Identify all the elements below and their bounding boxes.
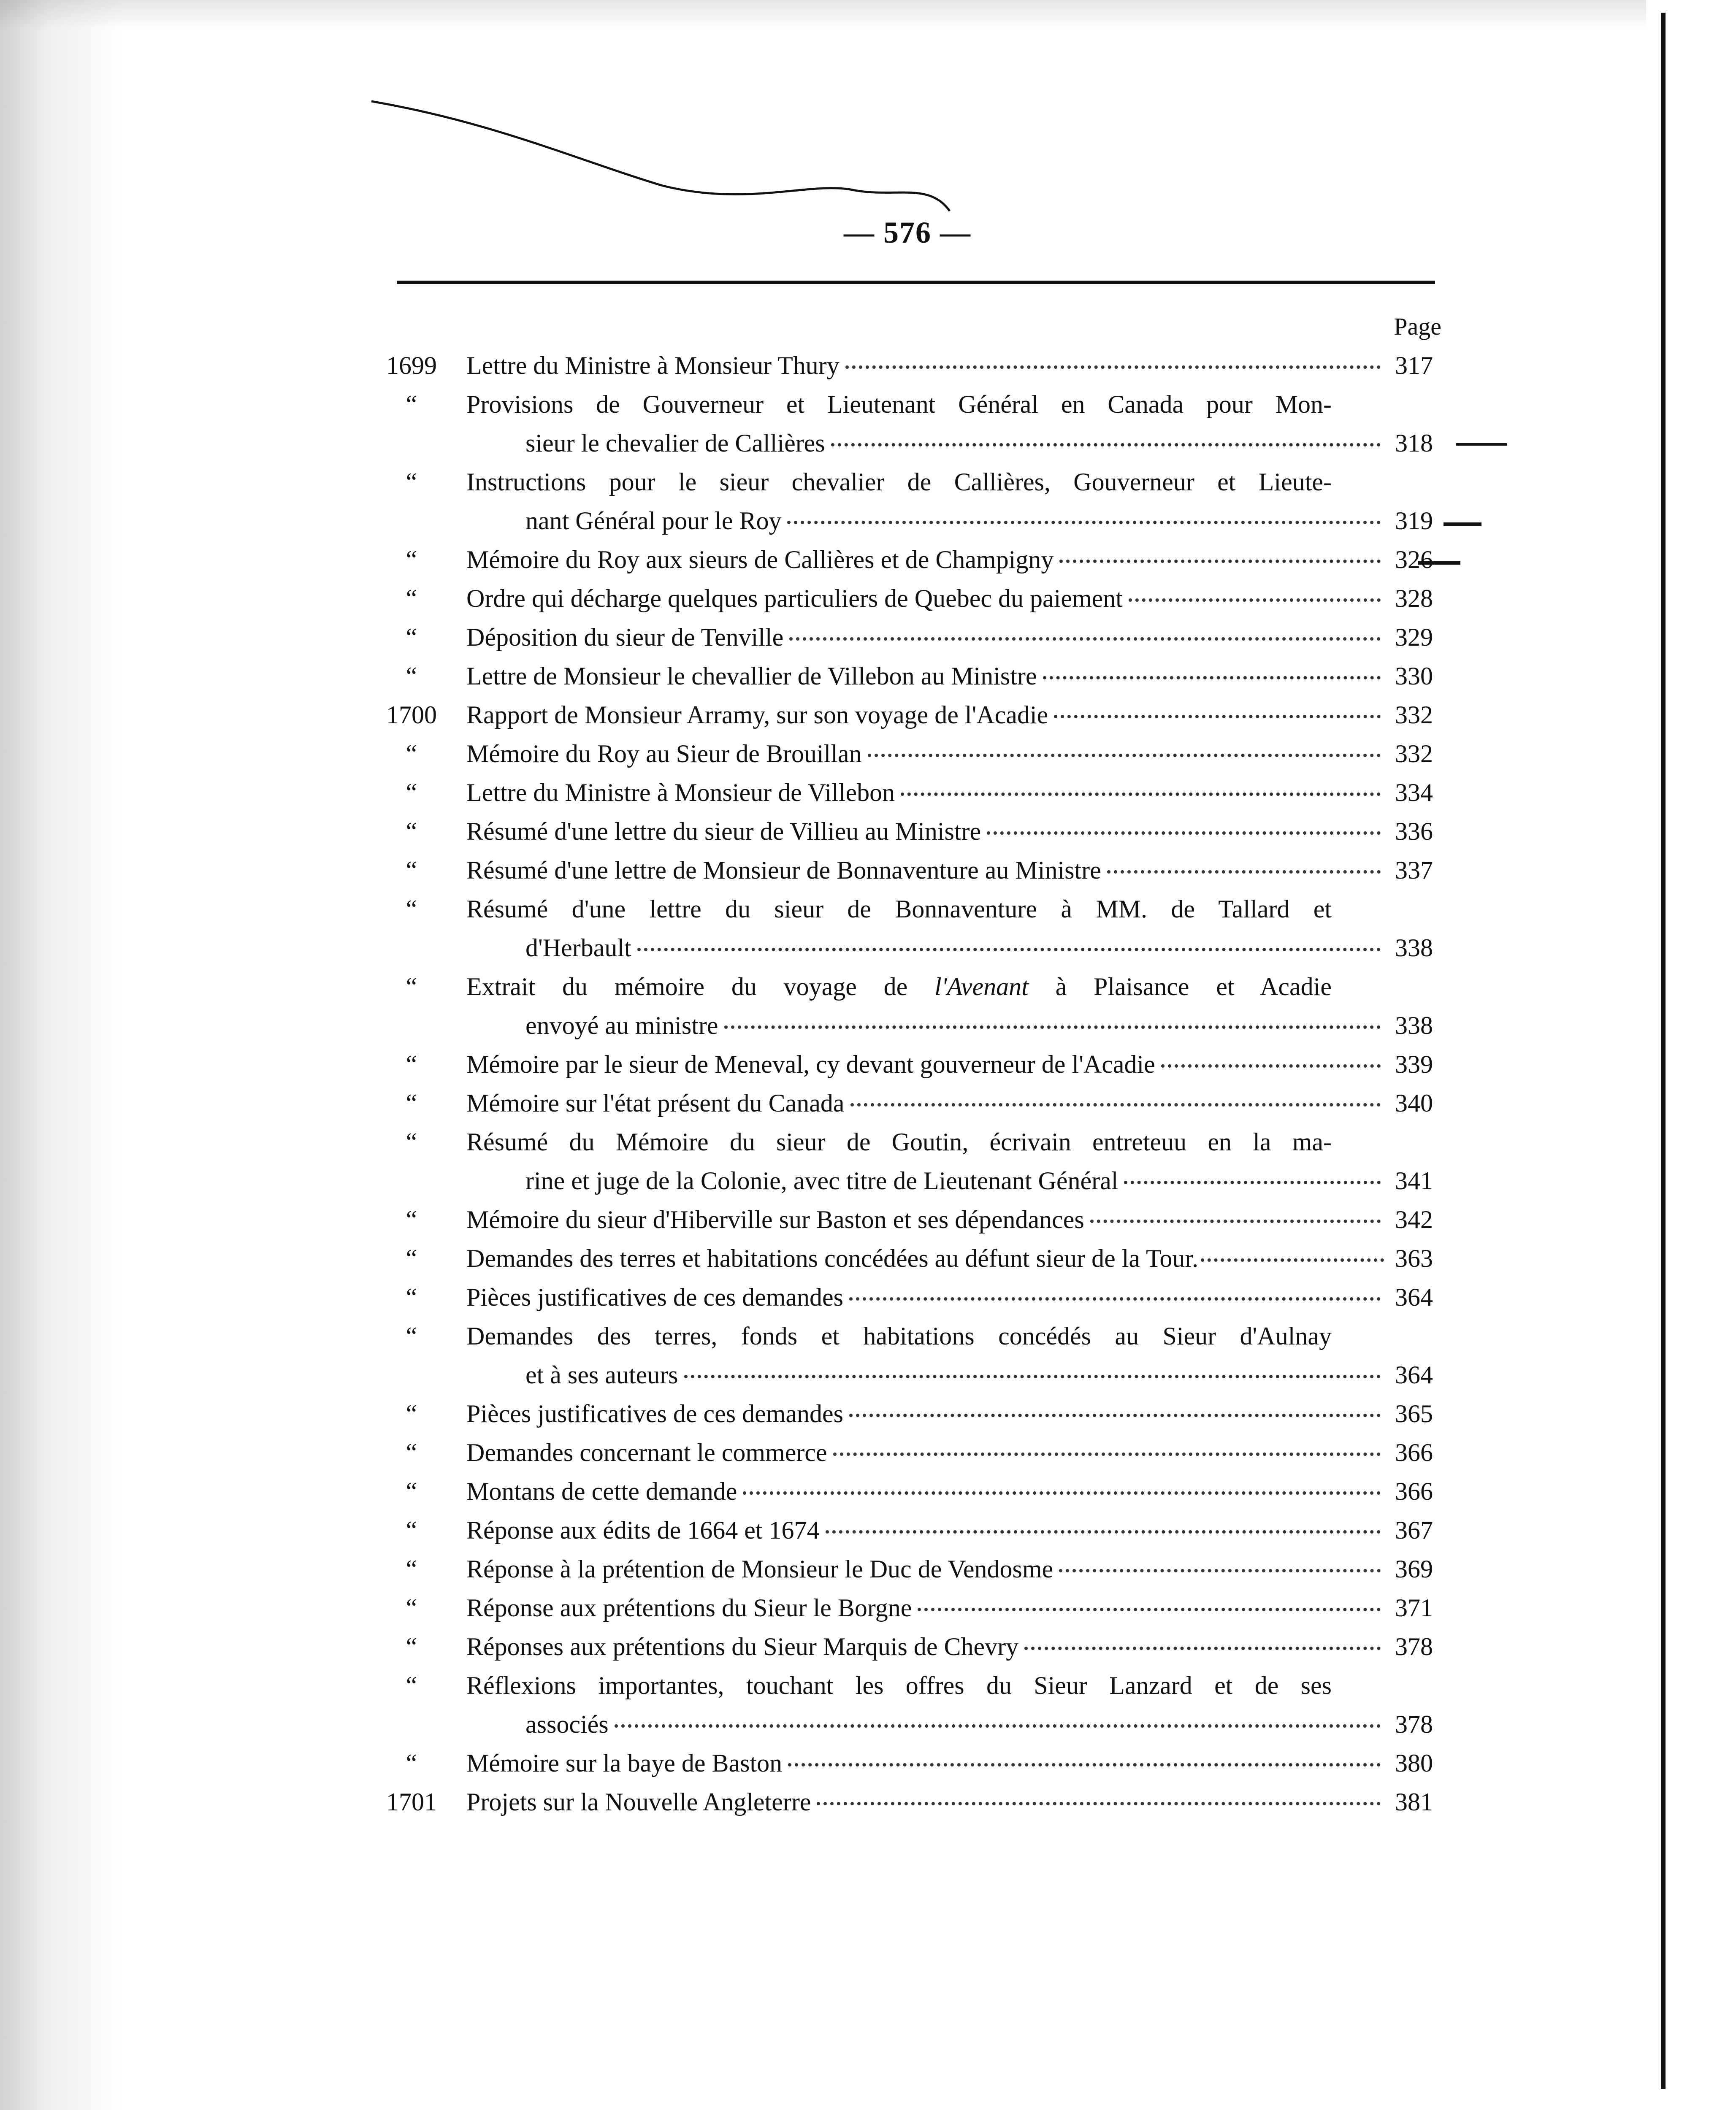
- toc-entry: [380, 967, 1435, 1045]
- entry-page: 328: [1395, 584, 1433, 612]
- entry-page: 317: [1395, 352, 1433, 379]
- dot-leader: [1059, 1569, 1381, 1572]
- entry-title-line1: Provisions de Gouverneur et Lieutenant Général en Canada pour Mon-: [466, 390, 1332, 418]
- toc-entry: [380, 1317, 1435, 1394]
- entry-title-line1: Réflexions importantes, touchant les offres du Sieur Lanzard et de ses: [466, 1672, 1332, 1699]
- toc-entry: [380, 812, 1435, 851]
- entry-title-line1: Résumé du Mémoire du sieur de Goutin, écrivain entreteuu en la ma-: [466, 1128, 1332, 1156]
- entry-page: 367: [1395, 1516, 1433, 1544]
- entry-title: Montans de cette demande: [466, 1477, 737, 1505]
- entry-page: 341: [1395, 1167, 1433, 1195]
- dot-leader: [845, 365, 1381, 369]
- dot-leader: [868, 754, 1381, 757]
- entry-page: 332: [1395, 740, 1433, 768]
- entry-title-line1: Demandes des terres, fonds et habitations concédés au Sieur d'Aulnay: [466, 1322, 1332, 1350]
- toc-entry: [380, 851, 1435, 890]
- toc-entry: [380, 579, 1435, 618]
- entry-year: “: [406, 1439, 417, 1466]
- entry-year: “: [406, 1477, 417, 1505]
- dot-leader: [849, 1297, 1381, 1301]
- entry-page: 318: [1395, 429, 1433, 457]
- dot-leader: [789, 637, 1381, 641]
- toc-entry: [380, 1084, 1435, 1123]
- entry-year: 1700: [386, 701, 437, 729]
- dot-leader: [849, 1414, 1381, 1417]
- entry-page: 378: [1395, 1633, 1433, 1661]
- toc-entry: [380, 1239, 1435, 1278]
- entry-year: “: [406, 584, 417, 612]
- table-of-contents: [380, 346, 1435, 1821]
- entry-page: 338: [1395, 934, 1433, 962]
- toc-entry: [380, 734, 1435, 773]
- page-column-label: Page: [1394, 313, 1441, 340]
- dot-leader: [918, 1608, 1381, 1611]
- entry-title: Demandes des terres et habitations concédées au défunt sieur de la Tour.: [466, 1244, 1199, 1272]
- entry-title-line2: sieur le chevalier de Callières: [525, 429, 825, 457]
- entry-page: 369: [1395, 1555, 1433, 1583]
- entry-year: “: [406, 546, 417, 573]
- entry-title: Résumé d'une lettre de Monsieur de Bonnaventure au Ministre: [466, 856, 1101, 884]
- entry-title: Projets sur la Nouvelle Angleterre: [466, 1788, 811, 1816]
- entry-year: “: [406, 779, 417, 806]
- entry-year: “: [406, 856, 417, 884]
- dot-leader: [901, 793, 1381, 796]
- entry-title-line2: rine et juge de la Colonie, avec titre de Lieutenant Général: [525, 1167, 1119, 1195]
- toc-entry: [380, 1472, 1435, 1511]
- entry-page: 339: [1395, 1050, 1433, 1078]
- entry-title: Réponse aux prétentions du Sieur le Borgne: [466, 1594, 912, 1622]
- entry-page: 329: [1395, 623, 1433, 651]
- entry-year: “: [406, 1594, 417, 1622]
- scan-shadow-top: [0, 0, 1646, 30]
- scan-right-border: [1661, 13, 1666, 2089]
- dot-leader: [724, 1025, 1381, 1029]
- entry-page: 364: [1395, 1283, 1433, 1311]
- toc-entry: [380, 1278, 1435, 1317]
- entry-title: Réponses aux prétentions du Sieur Marquis de Chevry: [466, 1633, 1019, 1661]
- scan-shadow-left: [0, 0, 122, 2110]
- entry-page: 366: [1395, 1477, 1433, 1505]
- entry-page: 366: [1395, 1439, 1433, 1466]
- ship-name: l'Avenant: [934, 973, 1029, 1001]
- entry-title: Pièces justificatives de ces demandes: [466, 1400, 844, 1428]
- dot-leader: [637, 948, 1381, 951]
- entry-page: 332: [1395, 701, 1433, 729]
- entry-title: Mémoire par le sieur de Meneval, cy devant gouverneur de l'Acadie: [466, 1050, 1155, 1078]
- entry-year: 1701: [386, 1788, 437, 1816]
- entry-title-line2: associés: [525, 1710, 609, 1738]
- entry-title-line2: et à ses auteurs: [525, 1361, 678, 1389]
- dot-leader: [1059, 560, 1381, 563]
- entry-title: Demandes concernant le commerce: [466, 1439, 827, 1466]
- entry-page: 326: [1395, 546, 1433, 573]
- entry-year: “: [406, 662, 417, 690]
- entry-year: “: [406, 1672, 417, 1699]
- dot-leader: [1043, 676, 1381, 679]
- dot-leader: [615, 1724, 1381, 1728]
- entry-title-line2: envoyé au ministre: [525, 1012, 718, 1039]
- entry-page: 342: [1395, 1206, 1433, 1234]
- entry-title: Lettre du Ministre à Monsieur de Villebon: [466, 779, 895, 806]
- toc-entry: [380, 1433, 1435, 1472]
- dot-leader: [833, 1453, 1381, 1456]
- entry-page: 378: [1395, 1710, 1433, 1738]
- dot-leader: [788, 1763, 1381, 1766]
- entry-page: 381: [1395, 1788, 1433, 1816]
- dot-leader: [1090, 1220, 1381, 1223]
- dot-leader: [826, 1530, 1381, 1534]
- entry-title: Déposition du sieur de Tenville: [466, 623, 784, 651]
- page-number: — 576 —: [844, 216, 971, 249]
- entry-title: Lettre du Ministre à Monsieur Thury: [466, 352, 840, 379]
- toc-entry: [380, 385, 1435, 463]
- dot-leader: [684, 1375, 1381, 1378]
- entry-year: 1699: [386, 352, 437, 379]
- entry-page: 371: [1395, 1594, 1433, 1622]
- dot-leader: [1129, 598, 1381, 602]
- entry-title: Pièces justificatives de ces demandes: [466, 1283, 844, 1311]
- margin-arrow-mark: [1444, 522, 1481, 526]
- entry-title-line2: nant Général pour le Roy: [525, 507, 782, 535]
- entry-year: “: [406, 1089, 417, 1117]
- entry-title: Mémoire sur l'état présent du Canada: [466, 1089, 845, 1117]
- header-rule: [397, 281, 1435, 284]
- entry-title: Lettre de Monsieur le chevallier de Villebon au Ministre: [466, 662, 1037, 690]
- entry-year: “: [406, 740, 417, 768]
- toc-entry: [380, 1200, 1435, 1239]
- dot-leader: [1054, 715, 1381, 718]
- entry-page: 363: [1395, 1244, 1433, 1272]
- dot-leader: [787, 521, 1381, 524]
- dot-leader: [1161, 1064, 1381, 1068]
- entry-title-line1: Instructions pour le sieur chevalier de Callières, Gouverneur et Lieute-: [466, 468, 1332, 496]
- dot-leader: [831, 443, 1381, 446]
- entry-page: 330: [1395, 662, 1433, 690]
- toc-entry: [380, 346, 1435, 385]
- entry-title: Rapport de Monsieur Arramy, sur son voyage de l'Acadie: [466, 701, 1048, 729]
- dot-leader: [817, 1802, 1381, 1805]
- toc-entry: [380, 695, 1435, 734]
- entry-year: “: [406, 1128, 417, 1156]
- entry-year: “: [406, 623, 417, 651]
- toc-entry: [380, 1744, 1435, 1783]
- entry-title: Mémoire du sieur d'Hiberville sur Baston et ses dépendances: [466, 1206, 1084, 1234]
- entry-year: “: [406, 895, 417, 923]
- entry-page: 319: [1395, 507, 1433, 535]
- entry-year: “: [406, 1555, 417, 1583]
- entry-year: “: [406, 390, 417, 418]
- margin-arrow-mark: [1456, 443, 1507, 446]
- entry-year: “: [406, 1322, 417, 1350]
- toc-entry: [380, 463, 1435, 540]
- toc-entry: [380, 1394, 1435, 1433]
- dot-leader: [1024, 1647, 1381, 1650]
- entry-year: “: [406, 1633, 417, 1661]
- entry-year: “: [406, 817, 417, 845]
- toc-entry: [380, 540, 1435, 579]
- dot-leader: [1201, 1258, 1384, 1262]
- entry-title: Résumé d'une lettre du sieur de Villieu au Ministre: [466, 817, 981, 845]
- toc-entry: [380, 773, 1435, 812]
- toc-entry: [380, 657, 1435, 695]
- entry-year: “: [406, 1516, 417, 1544]
- toc-entry: [380, 1627, 1435, 1666]
- entry-title-line1: Extrait du mémoire du voyage de l'Avenant à Plaisance et Acadie: [466, 973, 1332, 1001]
- pen-scribble: [367, 84, 1000, 228]
- entry-year: “: [406, 1050, 417, 1078]
- dot-leader: [850, 1103, 1381, 1106]
- entry-title: Mémoire du Roy aux sieurs de Callières et de Champigny: [466, 546, 1054, 573]
- toc-entry: [380, 890, 1435, 967]
- entry-year: “: [406, 1244, 417, 1272]
- entry-title: Mémoire sur la baye de Baston: [466, 1749, 783, 1777]
- toc-entry: [380, 1511, 1435, 1550]
- entry-year: “: [406, 973, 417, 1001]
- entry-title: Réponse à la prétention de Monsieur le Duc de Vendosme: [466, 1555, 1054, 1583]
- entry-year: “: [406, 1400, 417, 1428]
- entry-page: 337: [1395, 856, 1433, 884]
- entry-year: “: [406, 1206, 417, 1234]
- entry-year: “: [406, 1283, 417, 1311]
- entry-title: Ordre qui décharge quelques particuliers de Quebec du paiement: [466, 584, 1123, 612]
- entry-page: 380: [1395, 1749, 1433, 1777]
- entry-year: “: [406, 1749, 417, 1777]
- entry-title: Mémoire du Roy au Sieur de Brouillan: [466, 740, 862, 768]
- entry-year: “: [406, 468, 417, 496]
- entry-title-line1: Résumé d'une lettre du sieur de Bonnaventure à MM. de Tallard et: [466, 895, 1332, 923]
- dot-leader: [987, 831, 1381, 835]
- entry-page: 365: [1395, 1400, 1433, 1428]
- toc-entry: [380, 1783, 1435, 1821]
- entry-title-line2: d'Herbault: [525, 934, 631, 962]
- toc-entry: [380, 1123, 1435, 1200]
- dot-leader: [1107, 870, 1381, 874]
- entry-page: 338: [1395, 1012, 1433, 1039]
- entry-page: 364: [1395, 1361, 1433, 1389]
- toc-entry: [380, 1045, 1435, 1084]
- entry-page: 334: [1395, 779, 1433, 806]
- dot-leader: [1124, 1181, 1381, 1184]
- entry-title: Réponse aux édits de 1664 et 1674: [466, 1516, 820, 1544]
- toc-entry: [380, 618, 1435, 657]
- entry-page: 336: [1395, 817, 1433, 845]
- toc-entry: [380, 1550, 1435, 1588]
- dot-leader: [743, 1491, 1381, 1495]
- entry-page: 340: [1395, 1089, 1433, 1117]
- toc-entry: [380, 1588, 1435, 1627]
- toc-entry: [380, 1666, 1435, 1744]
